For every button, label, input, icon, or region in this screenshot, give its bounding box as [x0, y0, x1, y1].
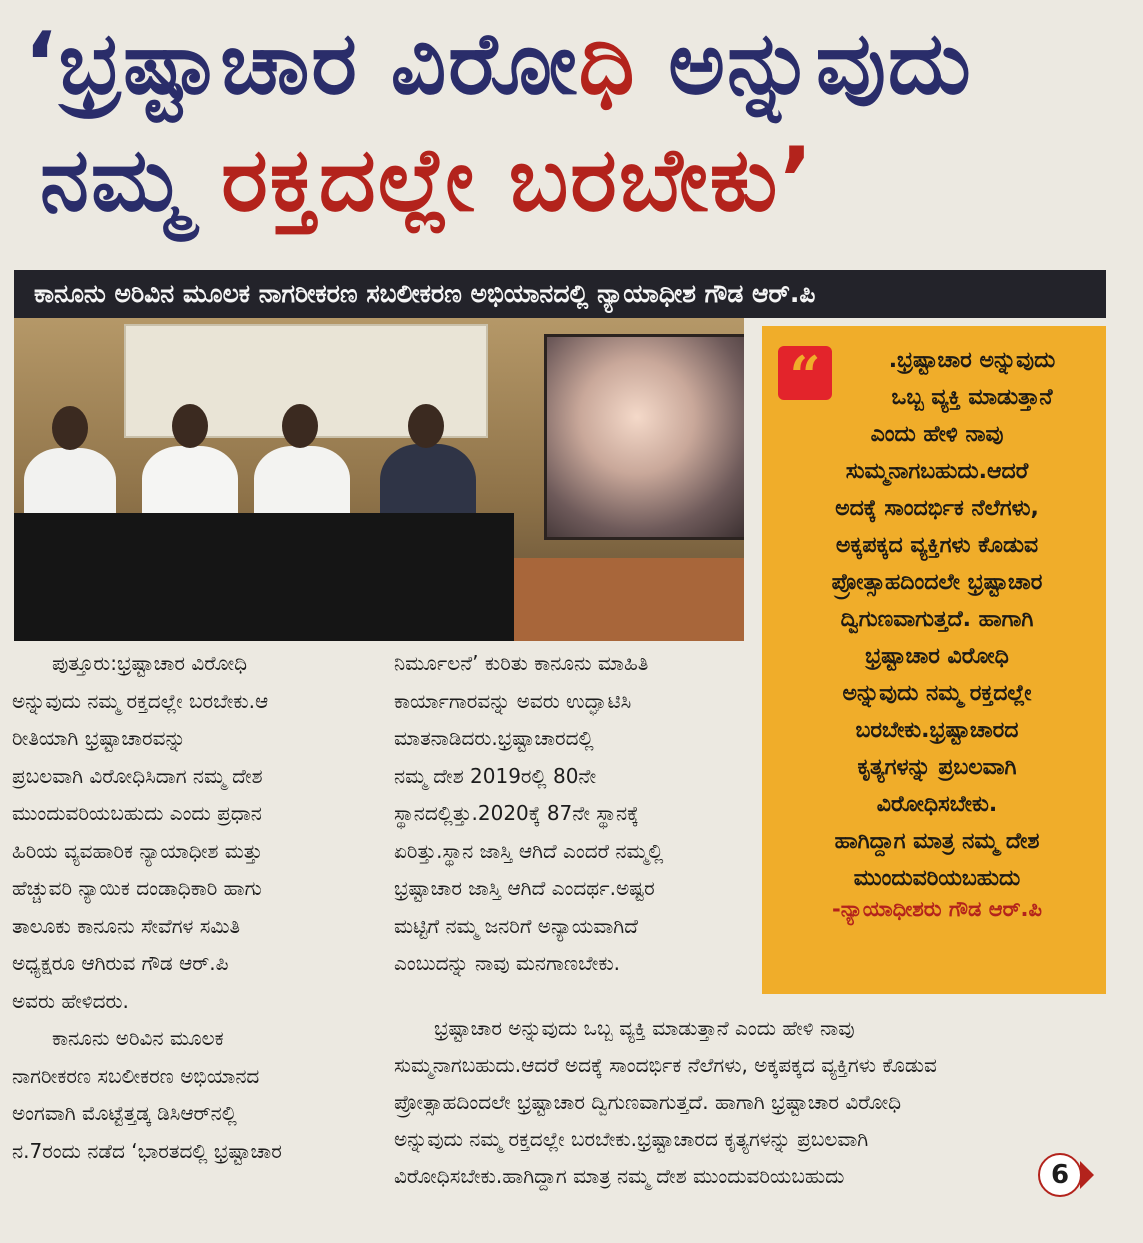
quote-author: -ನ್ಯಾಯಾಧೀಶರು ಗೌಡ ಆರ್.ಪಿ: [832, 897, 1042, 921]
article-line: ಕಾನೂನು ಅರಿವಿನ ಮೂಲಕ: [52, 1026, 224, 1050]
article-line: ರೀತಿಯಾಗಿ ಭ್ರಷ್ಟಾಚಾರವನ್ನು: [12, 726, 186, 750]
article-line: ಹಿರಿಯ ವ್ಯವಹಾರಿಕ ನ್ಯಾಯಾಧೀಶ ಮತ್ತು: [12, 838, 263, 863]
pull-quote-text: [784, 342, 1090, 897]
quote-line: .ಭ್ರಷ್ಟಾಚಾರ ಅನ್ನುವುದು: [888, 348, 1056, 373]
article-column-3: [394, 1010, 1116, 1195]
article-line: ಮಾತನಾಡಿದರು.ಭ್ರಷ್ಟಾಚಾರದಲ್ಲಿ: [394, 726, 594, 750]
headline-line-1-part-b: ಧಿ: [578, 14, 637, 114]
headline-line-1-part-a: ‘ಭ್ರಷ್ಟಾಚಾರ ವಿರೋ: [24, 14, 579, 114]
quote-line: ಅದಕ್ಕೆ ಸಾಂದರ್ಭಿಕ ನೆಲೆಗಳು,: [835, 496, 1039, 521]
quote-line: ಎಂದು ಹೇಳಿ ನಾವು: [870, 422, 1004, 447]
quote-line: ಭ್ರಷ್ಟಾಚಾರ ವಿರೋಧಿ: [865, 644, 1009, 669]
photo-projector-screen: [544, 334, 744, 540]
headline-line-2-part-b: ರಕ್ತದಲ್ಲೇ ಬರಬೇಕು’: [188, 128, 815, 231]
article-line: ಭ್ರಷ್ಟಾಚಾರ ಅನ್ನುವುದು ಒಬ್ಬ ವ್ಯಕ್ತಿ ಮಾಡುತ್ತಾನೆ ಎಂದು ಹೇಳಿ ನಾವು: [434, 1016, 855, 1040]
quote-line: ಮುಂದುವರಿಯಬಹುದು: [853, 866, 1021, 891]
quote-line: ಅಕ್ಕಪಕ್ಕದ ವ್ಯಕ್ತಿಗಳು ಕೊಡುವ: [835, 533, 1039, 558]
article-line: ಎಂಬುದನ್ನು ನಾವು ಮನಗಾಣಬೇಕು.: [394, 951, 621, 975]
headline-line-2-part-a: ನಮ್ಮ: [40, 128, 189, 231]
quote-line: ಕೃತ್ಯಗಳನ್ನು ಪ್ರಬಲವಾಗಿ: [857, 755, 1017, 780]
pull-quote-box: [762, 326, 1106, 994]
page-number: 6: [1038, 1153, 1082, 1197]
article-line: ವಿರೋಧಿಸಬೇಕು.ಹಾಗಿದ್ದಾಗ ಮಾತ್ರ ನಮ್ಮ ದೇಶ ಮುಂದುವರಿಯಬಹುದು: [394, 1164, 845, 1188]
article-line: ಭ್ರಷ್ಟಾಚಾರ ಜಾಸ್ತಿ ಆಗಿದೆ ಎಂದರ್ಥ.ಅಷ್ಟರ: [394, 876, 655, 900]
article-column-2: [394, 645, 750, 983]
article-line: ನಮ್ಮ ದೇಶ 2019ರಲ್ಲಿ 80ನೇ: [394, 763, 597, 788]
article-line: ಅನ್ನುವುದು ನಮ್ಮ ರಕ್ತದಲ್ಲೇ ಬರಬೇಕು.ಭ್ರಷ್ಟಾಚಾರದ ಕೃತ್ಯಗಳನ್ನು ಪ್ರಬಲವಾಗಿ: [394, 1127, 869, 1151]
article-line: ಪ್ರಬಲವಾಗಿ ವಿರೋಧಿಸಿದಾಗ ನಮ್ಮ ದೇಶ: [12, 763, 263, 788]
quote-line: ಒಬ್ಬ ವ್ಯಕ್ತಿ ಮಾಡುತ್ತಾನೆ: [891, 385, 1053, 410]
article-line: ಅಂಗವಾಗಿ ಮೊಟ್ಟೆತ್ತಡ್ಕ ಡಿಸಿಆರ್‌ನಲ್ಲಿ: [12, 1101, 237, 1125]
event-photo: [14, 318, 744, 641]
article-column-1: [12, 645, 380, 1170]
quote-line: ವಿರೋಧಿಸಬೇಕು.: [876, 792, 998, 817]
quote-line: ಹಾಗಿದ್ದಾಗ ಮಾತ್ರ ನಮ್ಮ ದೇಶ: [834, 829, 1040, 854]
quote-line: ಬರಬೇಕು.ಭ್ರಷ್ಟಾಚಾರದ: [855, 718, 1019, 743]
article-line: ಮುಂದುವರಿಯಬಹುದು ಎಂದು ಪ್ರಧಾನ: [12, 801, 262, 825]
photo-head-1: [52, 406, 88, 450]
photo-head-2: [172, 404, 208, 448]
article-line: ಅಧ್ಯಕ್ಷರೂ ಆಗಿರುವ ಗೌಡ ಆರ್.ಪಿ: [12, 951, 229, 975]
article-line: ಏರಿತ್ತು.ಸ್ಥಾನ ಜಾಸ್ತಿ ಆಗಿದೆ ಎಂದರೆ ನಮ್ಮಲ್ಲಿ: [394, 838, 664, 863]
article-line: ನ.7ರಂದು ನಡೆದ ‘ಭಾರತದಲ್ಲಿ ಭ್ರಷ್ಟಾಚಾರ: [12, 1138, 282, 1163]
quote-line: ಅನ್ನುವುದು ನಮ್ಮ ರಕ್ತದಲ್ಲೇ: [842, 681, 1032, 706]
arrow-right-icon: [1080, 1161, 1094, 1189]
article-line: ಮಟ್ಟಿಗೆ ನಮ್ಮ ಜನರಿಗೆ ಅನ್ಯಾಯವಾಗಿದೆ: [394, 913, 638, 938]
headline-line-1-part-c: ಅನ್ನುವುದು: [636, 14, 973, 114]
article-line: ಕಾರ್ಯಾಗಾರವನ್ನು ಅವರು ಉದ್ಘಾಟಿಸಿ: [394, 688, 632, 713]
article-line: ಸ್ಥಾನದಲ್ಲಿತ್ತು.2020ಕ್ಕೆ 87ನೇ ಸ್ಥಾನಕ್ಕೆ: [394, 801, 639, 825]
photo-table: [14, 513, 514, 641]
quote-line: ಸುಮ್ಮನಾಗಬಹುದು.ಆದರೆ: [845, 459, 1029, 484]
article-line: ಹೆಚ್ಚುವರಿ ನ್ಯಾಯಿಕ ದಂಡಾಧಿಕಾರಿ ಹಾಗು: [12, 876, 262, 900]
page-number-badge: [1038, 1153, 1094, 1201]
article-line: ಪುತ್ತೂರು:ಭ್ರಷ್ಟಾಚಾರ ವಿರೋಧಿ: [52, 651, 248, 675]
article-line: ಪ್ರೋತ್ಸಾಹದಿಂದಲೇ ಭ್ರಷ್ಟಾಚಾರ ದ್ವಿಗುಣವಾಗುತ್ತದೆ. ಹಾಗಾಗಿ ಭ್ರಷ್ಟಾಚಾರ ವಿರೋಧಿ: [394, 1090, 902, 1114]
article-line: ಸುಮ್ಮನಾಗಬಹುದು.ಆದರೆ ಅದಕ್ಕೆ ಸಾಂದರ್ಭಿಕ ನೆಲೆಗಳು, ಅಕ್ಕಪಕ್ಕದ ವ್ಯಕ್ತಿಗಳು ಕೊಡುವ: [394, 1053, 937, 1077]
article-line: ಅನ್ನುವುದು ನಮ್ಮ ರಕ್ತದಲ್ಲೇ ಬರಬೇಕು.ಆ: [12, 688, 269, 713]
quote-mark-icon: “: [778, 346, 832, 400]
article-line: ನಾಗರೀಕರಣ ಸಬಲೀಕರಣ ಅಭಿಯಾನದ: [12, 1063, 260, 1088]
photo-floor: [514, 558, 744, 641]
photo-head-3: [282, 404, 318, 448]
photo-head-4: [408, 404, 444, 448]
article-line: ಅವರು ಹೇಳಿದರು.: [12, 988, 129, 1013]
headline: [0, 0, 1143, 260]
quote-line: ಪ್ರೋತ್ಸಾಹದಿಂದಲೇ ಭ್ರಷ್ಟಾಚಾರ: [831, 570, 1043, 595]
headline-line-2: [40, 128, 815, 233]
subheading-strap: ಕಾನೂನು ಅರಿವಿನ ಮೂಲಕ ನಾಗರೀಕರಣ ಸಬಲೀಕರಣ ಅಭಿಯಾನದಲ್ಲಿ ನ್ಯಾಯಾಧೀಶ ಗೌಡ ಆರ್.ಪಿ: [14, 270, 1106, 318]
article-line: ನಿರ್ಮೂಲನೆ’ ಕುರಿತು ಕಾನೂನು ಮಾಹಿತಿ: [394, 651, 649, 675]
article-line: ತಾಲೂಕು ಕಾನೂನು ಸೇವೆಗಳ ಸಮಿತಿ: [12, 913, 241, 938]
quote-line: ದ್ವಿಗುಣವಾಗುತ್ತದೆ. ಹಾಗಾಗಿ: [840, 607, 1034, 632]
headline-line-1: [24, 14, 973, 116]
